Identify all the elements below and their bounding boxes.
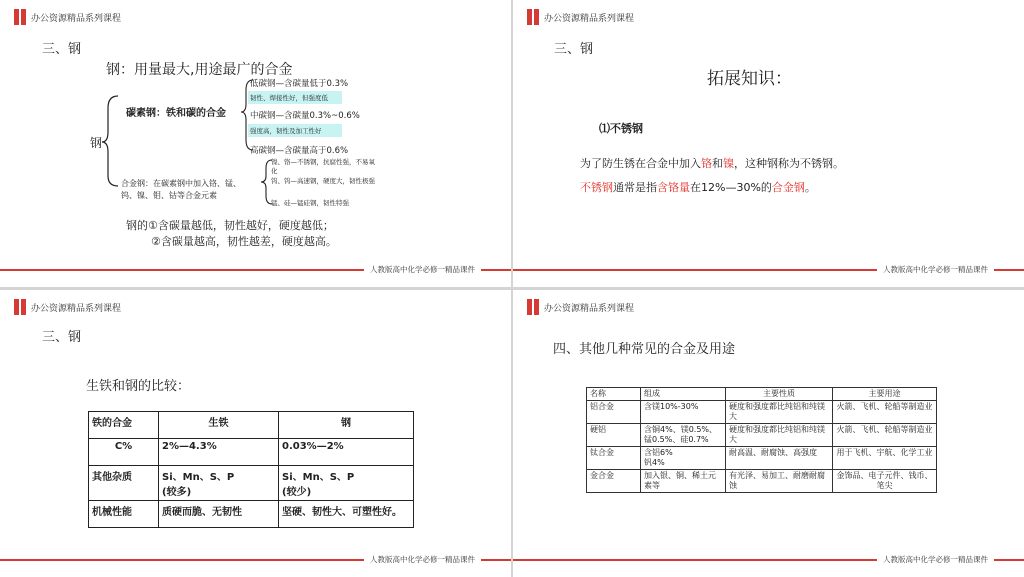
- logo-icon: [527, 9, 539, 25]
- table-cell: 用于飞机、宇航、化学工业: [833, 447, 937, 470]
- table-cell: 硬度和强度都比纯铝和纯镁大: [726, 424, 833, 447]
- table-cell: 钛合金: [587, 447, 641, 470]
- low-carbon-steel: 低碳钢—含碳量低于0.3%: [250, 79, 349, 89]
- stainless-steel-line1: 镍、铬—不锈钢，抗腐性强，不易氧: [271, 158, 375, 166]
- table-cell: 生铁: [159, 412, 279, 439]
- steel-intro: 钢：用量最大,用途最广的合金: [106, 62, 293, 78]
- table-cell: 含镁10%-30%: [641, 401, 726, 424]
- table-row: [587, 470, 937, 493]
- table-cell: 其他杂质: [89, 466, 159, 501]
- table-cell: 主要用途: [833, 388, 937, 401]
- table-cell: 加入银、铜、稀土元素等: [641, 470, 726, 493]
- table-cell: 0.03%—2%: [279, 439, 414, 466]
- slide-header: 办公资源精品系列课程: [544, 304, 635, 314]
- slide-1[interactable]: [0, 0, 511, 287]
- table-cell: 有光泽、易加工、耐磨耐腐蚀: [726, 470, 833, 493]
- table-cell: 金合金: [587, 470, 641, 493]
- stainless-paragraph-2: 不锈钢通常是指含铬量在12%—30%的合金钢。: [580, 181, 816, 194]
- table-cell: 机械性能: [89, 501, 159, 528]
- table-cell: 铁的合金: [89, 412, 159, 439]
- table-cell: 组成: [641, 388, 726, 401]
- slide-header: 办公资源精品系列课程: [544, 14, 635, 24]
- table-cell: 坚硬、韧性大、可塑性好。: [279, 501, 414, 528]
- table-header-row: [89, 412, 414, 439]
- stainless-paragraph-1: 为了防生锈在合金中加入铬和镍，这种钢称为不锈钢。: [580, 157, 844, 170]
- mid-carbon-steel: 中碳钢—含碳量0.3%~0.6%: [250, 111, 360, 121]
- slide-title: 三、钢: [554, 42, 594, 57]
- slide-2[interactable]: [513, 0, 1024, 287]
- table-cell: C%: [89, 439, 159, 466]
- alloy-steel-line2: 钨、镍、钼、钴等合金元素: [121, 191, 217, 200]
- table-row: [89, 466, 414, 501]
- stainless-subheading: ⑴不锈钢: [599, 122, 643, 135]
- slide-footer: 人教版高中化学必修一精品课件: [364, 264, 481, 275]
- table-cell: Si、Mn、S、P (较少): [279, 466, 414, 501]
- slide-header: 办公资源精品系列课程: [31, 14, 122, 24]
- stainless-steel-line2: 化: [271, 167, 278, 175]
- table-cell: 名称: [587, 388, 641, 401]
- extended-knowledge-heading: 拓展知识：: [707, 69, 792, 89]
- slide-footer: 人教版高中化学必修一精品课件: [877, 264, 994, 275]
- table-cell: 硬度和强度都比纯铝和纯镁大: [726, 401, 833, 424]
- slide-footer: 人教版高中化学必修一精品课件: [877, 554, 994, 565]
- table-row: [89, 501, 414, 528]
- table-row: [587, 401, 937, 424]
- iron-steel-table: [88, 411, 414, 528]
- steel-rule-2: ②含碳量越高，韧性越差，硬度越高。: [151, 235, 337, 248]
- table-cell: 主要性质: [726, 388, 833, 401]
- slide-footer: 人教版高中化学必修一精品课件: [364, 554, 481, 565]
- logo-icon: [14, 299, 26, 315]
- mid-carbon-note: 强度高，韧性及加工性好: [248, 124, 342, 137]
- high-carbon-steel: 高碳钢—含碳量高于0.6%: [250, 146, 349, 156]
- table-cell: 火箭、飞机、轮船等制造业: [833, 401, 937, 424]
- slide-3[interactable]: [0, 290, 511, 577]
- comparison-heading: 生铁和钢的比较：: [86, 379, 191, 394]
- table-row: [89, 439, 414, 466]
- alloy-table: [586, 387, 937, 493]
- steel-rule-1: 钢的①含碳量越低，韧性越好，硬度越低；: [126, 219, 334, 232]
- table-cell: 火箭、飞机、轮船等制造业: [833, 424, 937, 447]
- table-cell: 含铝6% 钒4%: [641, 447, 726, 470]
- table-cell: 铝合金: [587, 401, 641, 424]
- steel-label: 钢: [90, 136, 103, 150]
- logo-icon: [527, 299, 539, 315]
- table-cell: Si、Mn、S、P (较多): [159, 466, 279, 501]
- slide-title: 三、钢: [42, 42, 82, 57]
- slide-header: 办公资源精品系列课程: [31, 304, 122, 314]
- silicon-manganese-steel: 锰、硅—锰硅钢，韧性特强: [271, 199, 349, 207]
- table-cell: 含铜4%、镁0.5%、锰0.5%、硅0.7%: [641, 424, 726, 447]
- table-cell: 质硬而脆、无韧性: [159, 501, 279, 528]
- high-speed-steel: 钨、钨—高速钢，硬度大，韧性极强: [271, 177, 375, 185]
- table-cell: 金饰品、电子元件、钱币、笔尖: [833, 470, 937, 493]
- slide-4[interactable]: [513, 290, 1024, 577]
- low-carbon-note: 韧性、焊接性好，但强度低: [248, 91, 342, 104]
- table-row: [587, 447, 937, 470]
- table-row: [587, 424, 937, 447]
- table-header-row: [587, 388, 937, 401]
- slide-title: 三、钢: [42, 330, 82, 345]
- alloy-steel-line1: 合金钢：在碳素钢中加入铬、锰、: [121, 179, 241, 188]
- slide-title: 四、其他几种常见的合金及用途: [553, 342, 736, 357]
- table-cell: 硬铝: [587, 424, 641, 447]
- carbon-steel: 碳素钢：铁和碳的合金: [126, 108, 226, 119]
- table-cell: 钢: [279, 412, 414, 439]
- table-cell: 2%—4.3%: [159, 439, 279, 466]
- table-cell: 耐高温、耐腐蚀、高强度: [726, 447, 833, 470]
